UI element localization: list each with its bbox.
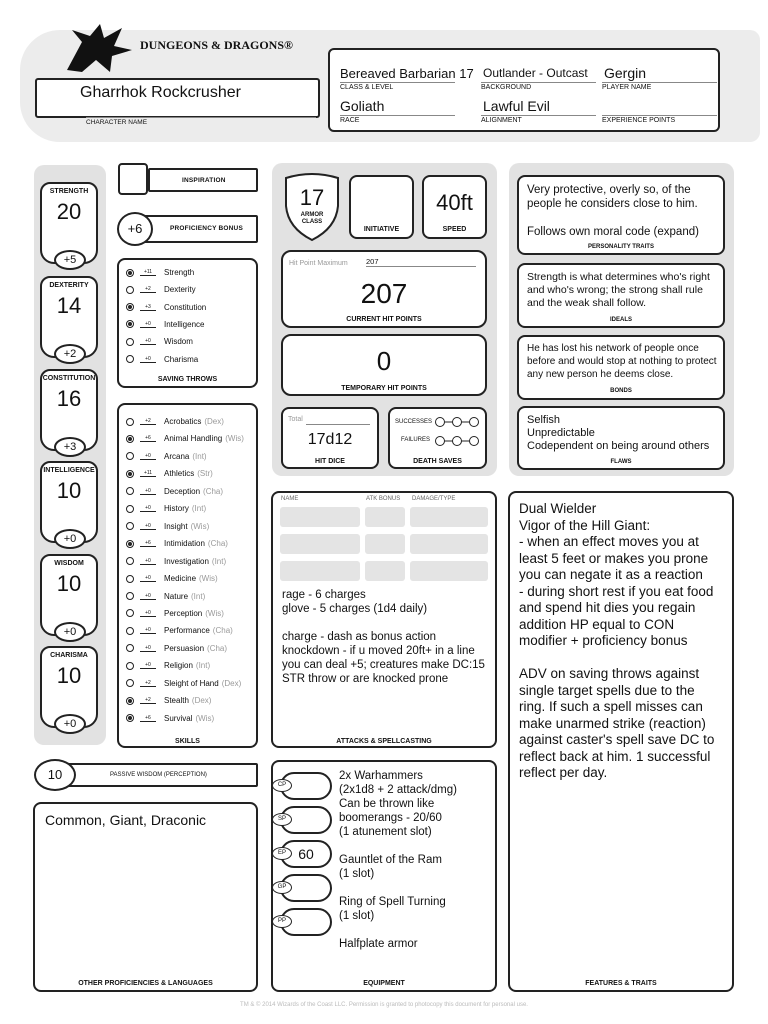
ability-box-charisma xyxy=(40,646,98,728)
experience-points-label: EXPERIENCE POINTS xyxy=(602,115,717,124)
attacks-col-damage: DAMAGE/TYPE xyxy=(412,496,456,502)
proficiency-dot[interactable] xyxy=(126,627,134,635)
skill-bonus: +2 xyxy=(140,418,156,425)
other-proficiencies-label: OTHER PROFICIENCIES & LANGUAGES xyxy=(78,980,213,987)
skill-attribute: (Wis) xyxy=(225,434,244,444)
personality-label: PERSONALITY TRAITS xyxy=(588,244,654,250)
coin-label-ep: EP xyxy=(272,847,292,860)
skill-attribute: (Wis) xyxy=(195,713,215,723)
attack-row-2-damage[interactable] xyxy=(410,534,488,554)
skill-attribute: (Wis) xyxy=(190,521,210,531)
skill-attribute: (Cha) xyxy=(207,643,228,653)
skill-row[interactable] xyxy=(126,640,227,657)
skill-bonus: +0 xyxy=(140,593,156,600)
skill-row[interactable] xyxy=(126,553,226,570)
skill-row[interactable] xyxy=(126,605,224,622)
ideals-label: IDEALS xyxy=(609,317,632,323)
proficiency-dot[interactable] xyxy=(126,470,134,478)
skill-row[interactable] xyxy=(126,465,213,482)
skill-name: Arcana xyxy=(164,451,190,461)
skill-attribute: (Wis) xyxy=(199,574,218,584)
ability-score[interactable]: 10 xyxy=(56,571,82,596)
race[interactable]: Goliath xyxy=(340,98,385,114)
ability-name: CHARISMA xyxy=(50,652,88,659)
skill-name: Sleight of Hand xyxy=(164,678,219,688)
flaws-text: Selfish Unpredictable Codependent on being around others xyxy=(527,414,710,452)
proficiency-dot[interactable] xyxy=(126,338,134,346)
saving-throw-bonus: +0 xyxy=(140,321,156,328)
attack-row-2-bonus[interactable] xyxy=(365,534,405,554)
attacks-col-bonus: ATK BONUS xyxy=(366,496,401,502)
alignment-label: ALIGNMENT xyxy=(481,115,596,124)
success-checkboxes[interactable] xyxy=(434,415,480,427)
proficiency-dot[interactable] xyxy=(126,320,134,328)
ability-score[interactable]: 16 xyxy=(56,386,82,411)
skill-name: Performance xyxy=(164,626,210,636)
ability-score[interactable]: 14 xyxy=(56,293,82,318)
proficiency-dot[interactable] xyxy=(126,575,134,583)
saving-throw-name: Dexterity xyxy=(164,285,196,295)
flaws-label: FLAWS xyxy=(610,459,632,465)
hp-current-label: CURRENT HIT POINTS xyxy=(346,316,422,323)
attack-row-3-damage[interactable] xyxy=(410,561,488,581)
saving-throw-name: Strength xyxy=(164,268,195,277)
proficiency-dot[interactable] xyxy=(126,592,134,600)
ability-score[interactable]: 10 xyxy=(56,478,82,503)
hit-dice-label: HIT DICE xyxy=(315,458,345,465)
skill-bonus: +6 xyxy=(140,435,156,442)
skill-attribute: (Dex) xyxy=(204,417,224,426)
attacks-label: ATTACKS & SPELLCASTING xyxy=(336,738,432,745)
coin-label-gp: GP xyxy=(272,881,292,894)
class-level[interactable]: Bereaved Barbarian 17 xyxy=(340,66,474,81)
race-label: RACE xyxy=(340,115,455,124)
skill-bonus: +0 xyxy=(140,453,156,460)
saving-throw-bonus: +11 xyxy=(140,269,156,276)
skill-name: Persuasion xyxy=(164,643,205,653)
proficiency-dot[interactable] xyxy=(126,286,134,294)
attack-row-1-name[interactable] xyxy=(280,507,360,527)
armor-class-label: ARMOR CLASS xyxy=(300,212,324,225)
bonds-text: He has lost his network of people once before and would stop at nothing to protect any new person he deems close. xyxy=(527,343,717,380)
skill-row[interactable] xyxy=(126,622,233,639)
saving-throw-name: Wisdom xyxy=(164,337,193,347)
proficiency-dot[interactable] xyxy=(126,269,134,277)
skill-bonus: +11 xyxy=(140,470,156,477)
inspiration-box[interactable] xyxy=(118,163,148,195)
proficiency-dot[interactable] xyxy=(126,609,134,617)
ability-box-constitution xyxy=(40,369,98,451)
proficiency-dot[interactable] xyxy=(126,697,134,705)
background-label: BACKGROUND xyxy=(481,82,596,91)
skill-row[interactable] xyxy=(126,413,224,430)
character-name-label: CHARACTER NAME xyxy=(86,117,316,126)
features-text: Dual Wielder Vigor of the Hill Giant: - when an effect moves you at least 5 feet or makes you prone you can negate it as a reaction - during short rest if you eat food and spend hit dies you regain addition HP equal to CON modifier + proficiency bonus ADV on saving throws against single target spells due to the ring. If such a spell misses can make unarmed strike (reaction) against caster's spell save DC to reflect back at him. 1 successful reflect per day. xyxy=(519,501,715,780)
speed-label: SPEED xyxy=(442,226,467,233)
skill-name: History xyxy=(164,504,189,514)
bonds-label: BONDS xyxy=(610,388,632,394)
attack-row-3-name[interactable] xyxy=(280,561,360,581)
proficiency-dot[interactable] xyxy=(126,505,134,513)
temp-hp-value: 0 xyxy=(376,346,392,376)
passive-wisdom-label: PASSIVE WISDOM (PERCEPTION) xyxy=(110,772,207,778)
coin-label-sp: SP xyxy=(272,813,292,826)
skill-bonus: +0 xyxy=(140,558,156,565)
saving-throw-row[interactable] xyxy=(126,316,204,333)
skill-name: Religion xyxy=(164,661,193,671)
attack-row-1-bonus[interactable] xyxy=(365,507,405,527)
skill-bonus: +0 xyxy=(140,523,156,530)
ability-box-dexterity xyxy=(40,276,98,358)
player-name[interactable]: Gergin xyxy=(604,65,647,81)
hp-current-value: 207 xyxy=(360,278,408,309)
skill-row[interactable] xyxy=(126,430,244,447)
skill-bonus: +0 xyxy=(140,505,156,512)
ability-modifier[interactable]: +5 xyxy=(54,250,86,270)
features-label: FEATURES & TRAITS xyxy=(585,980,657,987)
skill-row[interactable] xyxy=(126,710,214,727)
skill-name: Acrobatics xyxy=(164,417,202,426)
saving-throw-row[interactable] xyxy=(126,264,194,281)
death-saves-label: DEATH SAVES xyxy=(413,458,462,465)
skill-attribute: (Int) xyxy=(211,556,227,566)
ability-modifier[interactable]: +0 xyxy=(54,714,86,734)
ability-modifier[interactable]: +3 xyxy=(54,437,86,457)
saving-throw-row[interactable] xyxy=(126,299,206,316)
failures-label: FAILURES xyxy=(401,437,431,443)
proficiency-dot[interactable] xyxy=(126,714,134,722)
equipment-label: EQUIPMENT xyxy=(363,980,405,987)
proficiency-dot[interactable] xyxy=(126,355,134,363)
skill-attribute: (Int) xyxy=(191,591,206,601)
skill-row[interactable] xyxy=(126,483,223,500)
saving-throw-name: Intelligence xyxy=(164,319,205,329)
skill-name: Medicine xyxy=(164,574,197,584)
proficiency-dot[interactable] xyxy=(126,522,134,530)
ability-box-wisdom xyxy=(40,554,98,636)
hit-dice-total-label: Total xyxy=(288,416,303,423)
skill-bonus: +0 xyxy=(140,488,156,495)
ability-score[interactable]: 10 xyxy=(56,663,82,688)
skill-bonus: +6 xyxy=(140,540,156,547)
attacks-col-name: NAME xyxy=(281,496,299,502)
skill-row[interactable] xyxy=(126,657,210,674)
player-name-label: PLAYER NAME xyxy=(602,82,717,91)
skill-bonus: +2 xyxy=(140,697,156,704)
skill-attribute: (Int) xyxy=(195,661,211,671)
hp-max-label: Hit Point Maximum xyxy=(289,260,348,267)
temp-hp-label: TEMPORARY HIT POINTS xyxy=(341,385,427,392)
ability-name: WISDOM xyxy=(54,560,84,567)
skill-attribute: (Wis) xyxy=(205,608,224,618)
coin-label-cp: CP xyxy=(272,779,292,792)
saving-throw-bonus: +3 xyxy=(140,304,156,311)
hit-dice-total-line xyxy=(306,424,370,425)
skill-row[interactable] xyxy=(126,518,209,535)
character-name[interactable]: Gharrhok Rockcrusher xyxy=(80,84,241,101)
failure-checkboxes[interactable] xyxy=(434,434,480,446)
skill-bonus: +0 xyxy=(140,627,156,634)
other-proficiencies-box[interactable] xyxy=(33,802,258,992)
ability-score[interactable]: 20 xyxy=(56,199,82,224)
ability-modifier[interactable]: +2 xyxy=(54,344,86,364)
skill-attribute: (Cha) xyxy=(207,539,228,549)
saving-throw-bonus: +0 xyxy=(140,338,156,345)
background[interactable]: Outlander - Outcast xyxy=(483,66,588,80)
equipment-text: 2x Warhammers (2x1d8 + 2 attack/dmg) Can be thrown like boomerangs - 20/60 (1 atunement slot) Gauntlet of the Ram (1 slot) Ring of Spell Turning (1 slot) Halfplate armor xyxy=(339,770,457,950)
proficiency-dot[interactable] xyxy=(126,662,134,670)
ability-name: CONSTITUTION xyxy=(42,375,96,382)
skill-name: Survival xyxy=(164,713,193,723)
skill-row[interactable] xyxy=(126,570,218,587)
skill-row[interactable] xyxy=(126,535,228,552)
initiative-label: INITIATIVE xyxy=(363,226,400,233)
ability-name: STRENGTH xyxy=(49,188,89,195)
skill-row[interactable] xyxy=(126,448,207,465)
skill-bonus: +6 xyxy=(140,715,156,722)
ability-name: INTELLIGENCE xyxy=(43,467,95,474)
saving-throw-bonus: +0 xyxy=(140,356,156,363)
ability-modifier[interactable]: +0 xyxy=(54,622,86,642)
other-proficiencies-text: Common, Giant, Draconic xyxy=(45,812,207,828)
skill-bonus: +0 xyxy=(140,610,156,617)
saving-throw-bonus: +2 xyxy=(140,286,156,293)
skill-name: Stealth xyxy=(164,696,189,706)
proficiency-dot[interactable] xyxy=(126,303,134,311)
skill-attribute: (Cha) xyxy=(212,626,233,636)
skill-name: Athletics xyxy=(164,469,195,479)
skill-name: Deception xyxy=(164,486,201,496)
ability-box-strength xyxy=(40,182,98,264)
proficiency-label: PROFICIENCY BONUS xyxy=(170,225,243,232)
skill-row[interactable] xyxy=(126,692,211,709)
skill-name: Perception xyxy=(164,608,203,618)
skill-attribute: (Int) xyxy=(192,451,207,461)
class-level-label: CLASS & LEVEL xyxy=(340,82,455,91)
ability-name: DEXTERITY xyxy=(49,282,89,289)
skill-attribute: (Cha) xyxy=(203,486,224,496)
ideals-text: Strength is what determines who's right and who's wrong; the strong shall rule and the weak shall follow. xyxy=(527,271,710,309)
attack-row-2-name[interactable] xyxy=(280,534,360,554)
armor-class-value[interactable]: 17 xyxy=(299,185,325,210)
saving-throw-name: Constitution xyxy=(164,302,207,312)
proficiency-dot[interactable] xyxy=(126,418,134,426)
skill-attribute: (Int) xyxy=(191,504,207,514)
skill-name: Intimidation xyxy=(164,539,205,549)
proficiency-dot[interactable] xyxy=(126,540,134,548)
attack-row-1-damage[interactable] xyxy=(410,507,488,527)
skill-bonus: +0 xyxy=(140,645,156,652)
skill-name: Nature xyxy=(164,591,189,601)
saving-throw-name: Charisma xyxy=(164,354,199,364)
alignment[interactable]: Lawful Evil xyxy=(483,98,550,114)
proficiency-dot[interactable] xyxy=(126,452,134,460)
proficiency-dot[interactable] xyxy=(126,557,134,565)
personality-text: Very protective, overly so, of the people he considers close to him. Follows own moral code (expand) xyxy=(527,184,699,238)
proficiency-dot[interactable] xyxy=(126,679,134,687)
proficiency-dot[interactable] xyxy=(126,435,134,443)
skill-attribute: (Dex) xyxy=(221,678,242,688)
saving-throw-row[interactable] xyxy=(126,333,193,350)
skill-name: Insight xyxy=(164,521,188,531)
ability-box-intelligence xyxy=(40,461,98,543)
saving-throw-row[interactable] xyxy=(126,281,196,298)
skill-bonus: +0 xyxy=(140,662,156,669)
skill-name: Animal Handling xyxy=(164,434,223,444)
skill-row[interactable] xyxy=(126,675,241,692)
skill-attribute: (Str) xyxy=(197,469,213,479)
proficiency-circle[interactable]: +6 xyxy=(117,212,153,246)
proficiency-dot[interactable] xyxy=(126,487,134,495)
skill-row[interactable] xyxy=(126,588,205,605)
coin-label-pp: PP xyxy=(272,915,292,928)
skill-attribute: (Dex) xyxy=(191,696,212,706)
skills-label: SKILLS xyxy=(175,738,200,745)
speed-value: 40ft xyxy=(436,190,473,215)
coin-value-ep[interactable]: 60 xyxy=(280,840,332,868)
proficiency-dot[interactable] xyxy=(126,644,134,652)
hp-max-value[interactable]: 207 xyxy=(366,257,476,267)
attack-row-3-bonus[interactable] xyxy=(365,561,405,581)
attacks-text: rage - 6 charges glove - 5 charges (1d4 daily) charge - dash as bonus action knockdown - if u moved 20ft+ in a line you can deal +5; creatures make DC:15 STR throw or are knocked prone xyxy=(282,589,485,685)
skill-row[interactable] xyxy=(126,500,206,517)
footer-copyright: TM & © 2014 Wizards of the Coast LLC. Permission is granted to photocopy this document for personal use. xyxy=(240,1002,528,1008)
dragon-logo-icon xyxy=(62,22,137,74)
successes-label: SUCCESSES xyxy=(395,419,433,425)
skill-bonus: +0 xyxy=(140,575,156,582)
saving-throws-label: SAVING THROWS xyxy=(157,376,218,383)
skill-bonus: +2 xyxy=(140,680,156,687)
saving-throw-row[interactable] xyxy=(126,351,198,368)
skill-name: Investigation xyxy=(164,556,209,566)
hit-dice-value: 17d12 xyxy=(307,431,353,448)
passive-wisdom-value[interactable]: 10 xyxy=(34,759,76,791)
logo-text: DUNGEONS & DRAGONS® xyxy=(140,38,293,52)
inspiration-label: INSPIRATION xyxy=(182,177,226,184)
ability-modifier[interactable]: +0 xyxy=(54,529,86,549)
